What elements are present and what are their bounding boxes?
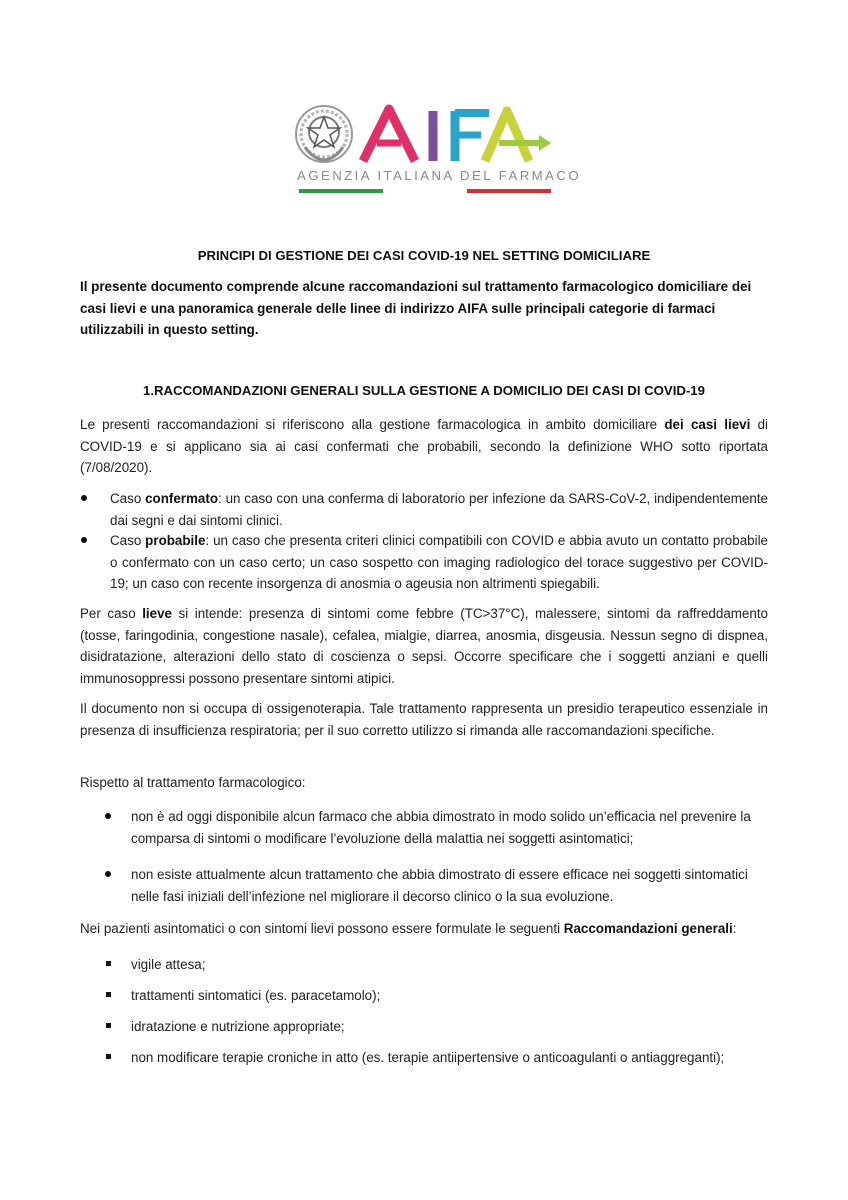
flag-green-bar: [299, 189, 383, 193]
recommendation-text: non modificare terapie croniche in atto (es. terapie antiipertensive o anticoagulanti o antiaggreganti);: [131, 1050, 725, 1065]
bold-term: lieve: [142, 606, 172, 621]
bold-term: probabile: [145, 533, 206, 548]
text-span: : un caso con una conferma di laboratorio per infezione da SARS-CoV-2, indipendentemente dai segni e dai sintomi clinici.: [110, 491, 768, 528]
italian-republic-emblem-icon: [293, 103, 355, 165]
paragraph-scope-text-end: di COVID-19 e si applicano sia ai casi confermati che probabili, secondo la definizione WHO sotto riportata (7/08/2020).: [80, 417, 768, 475]
text-span: Caso: [110, 533, 146, 548]
probable-case-text: [110, 530, 768, 595]
recommendation-text: trattamenti sintomatici (es. paracetamolo);: [131, 988, 381, 1003]
bullet-square: [106, 961, 111, 966]
flag-red-bar: [467, 189, 551, 193]
document-title: PRINCIPI DI GESTIONE DEI CASI COVID-19 NEL SETTING DOMICILIARE: [197, 248, 651, 263]
paragraph-oxygen: Il documento non si occupa di ossigenoterapia. Tale trattamento rappresenta un presidio terapeutico essenziale in presenza di insufficienza respiratoria; per il suo corretto utilizzo si rimanda alle raccomandazioni specifiche.: [80, 701, 768, 738]
bold-term: confermato: [145, 491, 219, 506]
text-span: Per caso: [80, 606, 143, 621]
text-span: :: [732, 921, 737, 936]
confirmed-case-text: [110, 488, 768, 531]
paragraph-recommendations-intro: [80, 918, 768, 940]
text-span: : un caso che presenta criteri clinici compatibili con COVID e abbia avuto un contatto probabile o confermato con un caso certo; un caso sospetto con imaging radiologico del torace suggestivo per COVID-19; un caso con recente insorgenza di anosmia o ageusia non altrimenti spiegabili.: [110, 533, 768, 591]
bullet-dot: [105, 871, 111, 877]
logo-subtitle: AGENZIA ITALIANA DEL FARMACO: [297, 168, 582, 183]
bullet-square: [106, 1054, 111, 1059]
bullet-square: [106, 1023, 111, 1028]
text-span: Caso: [110, 491, 146, 506]
paragraph-pharma-intro: Rispetto al trattamento farmacologico:: [80, 775, 306, 790]
recommendation-text: vigile attesa;: [131, 957, 206, 972]
paragraph-scope-text: Le presenti raccomandazioni si riferiscono alla gestione farmacologica in ambito domiciliare: [80, 417, 665, 432]
section-1-title: 1.RACCOMANDAZIONI GENERALI SULLA GESTIONE A DOMICILIO DEI CASI DI COVID-19: [143, 383, 705, 398]
paragraph-scope: [80, 414, 768, 479]
paragraph-scope-bold: dei casi lievi: [664, 417, 751, 432]
intro-paragraph: Il presente documento comprende alcune raccomandazioni sul trattamento farmacologico domiciliare dei casi lievi e una panoramica generale delle linee di indirizzo AIFA sulle principali categorie di farmaci utilizzabili in questo setting.: [80, 279, 752, 337]
bullet-square: [106, 992, 111, 997]
bullet-dot: [81, 537, 87, 543]
recommendation-text: idratazione e nutrizione appropriate;: [131, 1019, 345, 1034]
italian-flag-bars: [299, 189, 551, 193]
treatment-1-text: non è ad oggi disponibile alcun farmaco che abbia dimostrato in modo solido un’efficacia nel prevenire la comparsa di sintomi o modificare l’evoluzione della malattia nei soggetti asintomatici;: [131, 809, 751, 846]
flag-white-bar: [383, 189, 467, 193]
text-span: si intende: presenza di sintomi come febbre (TC>37°C), malessere, sintomi da raffreddamento (tosse, faringodinia, congestione nasale), cefalea, mialgie, diarrea, anosmia, disgeusia. Nessun segno di dispnea, disidratazione, alterazioni dello stato di coscienza o sepsi. Occorre specificare che i soggetti anziani e quelli immunosoppressi possono presentare sintomi atipici.: [80, 606, 768, 686]
text-span: Nei pazienti asintomatici o con sintomi lievi possono essere formulate le seguenti: [80, 921, 564, 936]
aifa-wordmark: [355, 101, 555, 167]
aifa-logo: [293, 101, 582, 197]
bullet-dot: [81, 495, 87, 501]
bold-term: Raccomandazioni generali: [563, 921, 733, 936]
treatment-2-text: non esiste attualmente alcun trattamento che abbia dimostrato di essere efficace nei soggetti sintomatici nelle fasi iniziali dell’infezione nel migliorare il decorso clinico o la sua evoluzione.: [131, 867, 748, 904]
paragraph-mild-case: [80, 603, 768, 689]
bullet-dot: [105, 813, 111, 819]
